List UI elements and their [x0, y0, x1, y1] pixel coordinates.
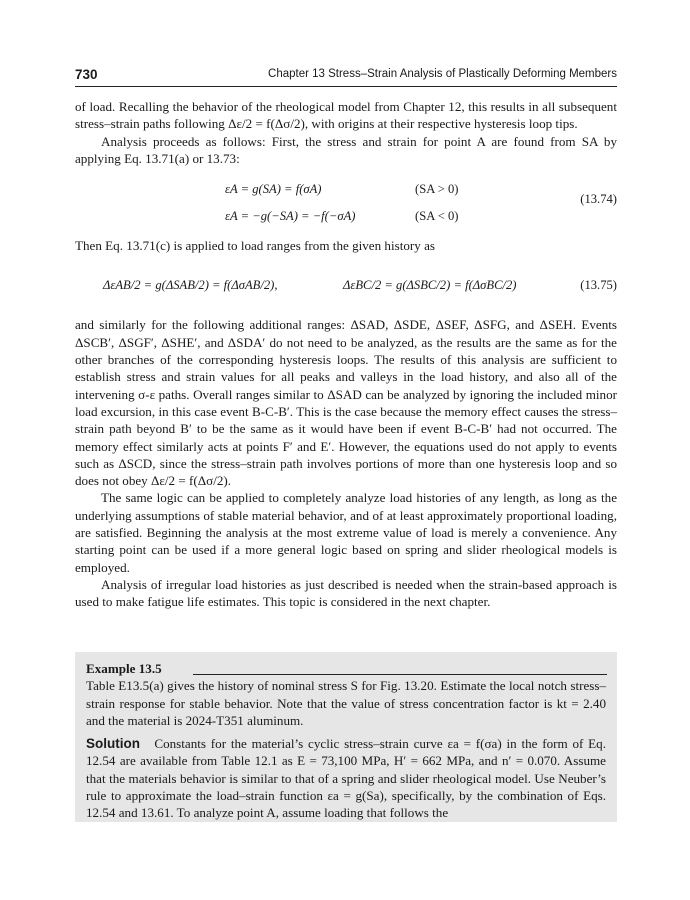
solution-text: Constants for the material’s cyclic stress–strain curve εa = f(σa) in the form of Eq. 12.54 are available from Table 12.1 as E = 73,100 MPa, H′ = 662 MPa, and n′ = 0.070. Assume that the materials behavior is similar to that of a spring and slider rheological model. Use Neuber’s rule to approximate the load–strain function εa = g(Sa), specifically, by the combination of Eqs. 12.54 and 13.61. To analyze point A, assume loading that follows the: [86, 736, 606, 821]
example-box: [75, 652, 617, 822]
solution-label: Solution: [86, 736, 140, 752]
equation-number-13-74: (13.74): [580, 192, 617, 207]
paragraph-2: Analysis proceeds as follows: First, the stress and strain for point A are found from SA by applying Eq. 13.71(a) or 13.73:: [75, 133, 617, 166]
page-number: 730: [75, 67, 98, 82]
equation-number-13-75: (13.75): [580, 278, 617, 293]
eq-13-75-part-2: ΔεBC/2 = g(ΔSBC/2) = f(ΔσBC/2): [343, 278, 517, 293]
eq-13-74-condition-2: (SA < 0): [415, 209, 459, 224]
page-header: [75, 64, 617, 87]
paragraph-1: of load. Recalling the behavior of the rheological model from Chapter 12, this results in all subsequent stress–strain paths following Δε/2 = f(Δσ/2), with origins at their respective hysteresis loop tips.: [75, 99, 617, 132]
running-head: Chapter 13 Stress–Strain Analysis of Plastically Deforming Members: [268, 68, 617, 80]
paragraph-4: and similarly for the following additional ranges: ΔSAD, ΔSDE, ΔSEF, ΔSFG, and ΔSEH. Events ΔSCB′, ΔSGF′, ΔSHE′, and ΔSDA′ do not need to be analyzed, as the results are the same as for the other branches of the corresponding hysteresis loops. The results of this analysis are sufficient to establish stress and strain values for all peaks and valleys in the load history, and also all of the intervening σ-ε paths. Overall ranges similar to ΔSAD can be analyzed by ignoring the included minor load excursion, in this case event B-C-B′. This is the case because the memory effect causes the stress–strain path beyond B′ to be the same as it would have been if event B-C-B′ had not occurred. The memory effect similarly acts at points F′ and E′. However, the equations used do not apply to events such as ΔSCD, since the stress–strain path involves portions of more than one hysteresis loop and so does not obey Δε/2 = f(Δσ/2).: [75, 317, 617, 489]
equation-13-74: [75, 175, 617, 227]
equation-13-75: [75, 266, 617, 306]
paragraph-5: The same logic can be applied to completely analyze load histories of any length, as long as the underlying assumptions of stable material behavior, and of at least approximately proportional loading, are satisfied. Beginning the analysis at the most extreme value of load is merely a convenience. Any starting point can be used if a more general logic based on spring and slider rheological models is employed.: [75, 490, 617, 575]
eq-13-74-condition-1: (SA > 0): [415, 182, 459, 197]
example-title: Example 13.5: [86, 661, 162, 676]
paragraph-6: Analysis of irregular load histories as just described is needed when the strain-based approach is used to make fatigue life estimates. This topic is considered in the next chapter.: [75, 576, 617, 610]
body-text: [75, 98, 617, 611]
example-statement: Table E13.5(a) gives the history of nominal stress S for Fig. 13.20. Estimate the local notch stress–strain response for stable behavior. Note that the value of stress concentration factor is kt = 2.40 and the material is 2024-T351 aluminum.: [86, 678, 606, 728]
eq-13-74-line-1: εA = g(SA) = f(σA): [225, 182, 322, 197]
eq-13-74-line-2: εA = −g(−SA) = −f(−σA): [225, 209, 356, 224]
paragraph-3: Then Eq. 13.71(c) is applied to load ranges from the given history as: [75, 238, 435, 254]
eq-13-75-part-1: ΔεAB/2 = g(ΔSAB/2) = f(ΔσAB/2),: [103, 278, 278, 293]
solution-paragraph: [86, 735, 606, 821]
